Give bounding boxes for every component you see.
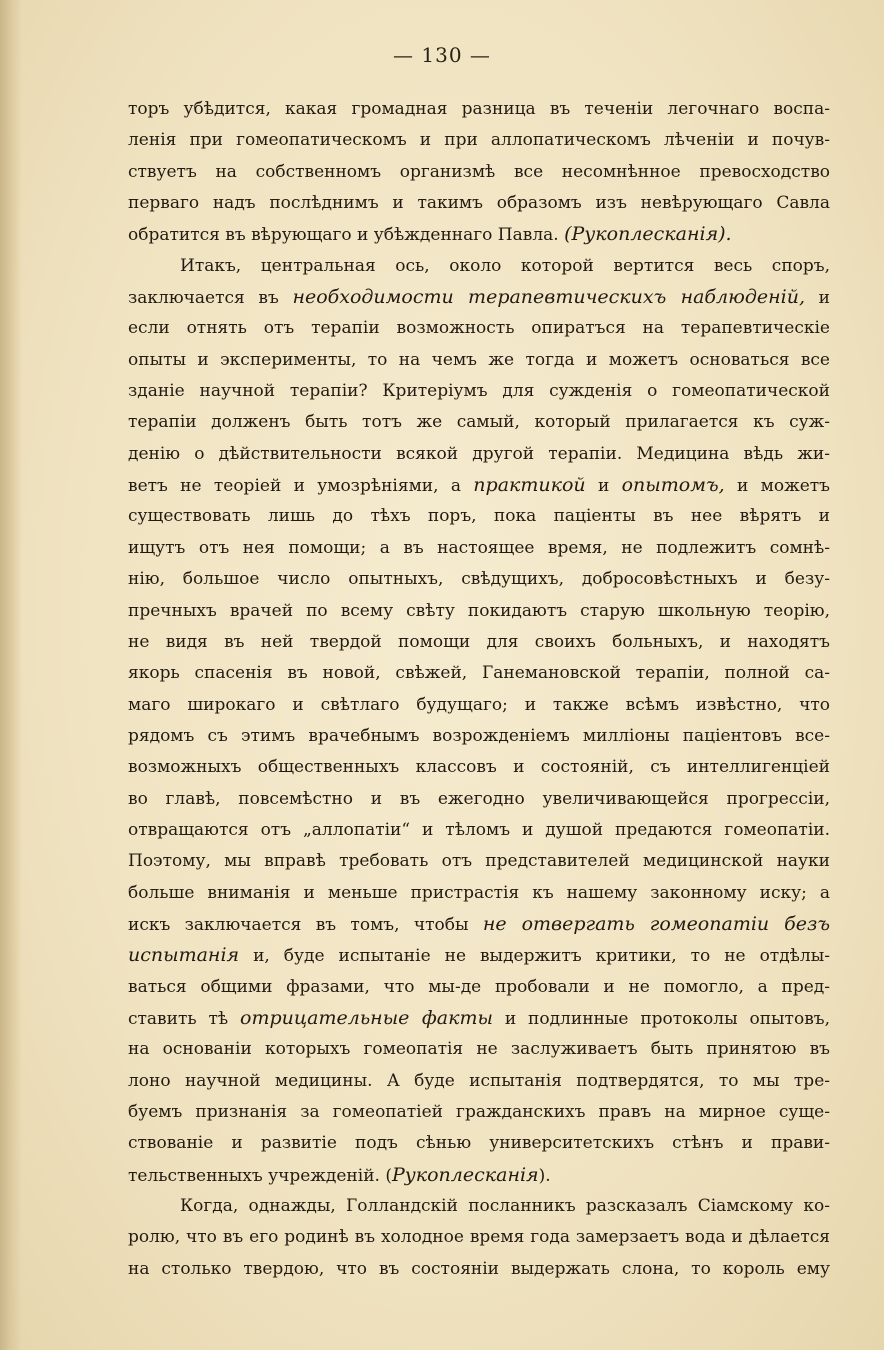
text-line <box>128 407 830 438</box>
text-line <box>128 94 830 125</box>
text-segment: заключается въ <box>128 288 293 309</box>
text-line <box>128 1160 830 1191</box>
text-segment: ищутъ отъ нея помощи; а въ настоящее время, не подлежитъ сомнѣ- <box>128 537 830 558</box>
text-segment: существовать лишь до тѣхъ поръ, пока паціенты въ нее вѣрятъ и <box>128 506 830 527</box>
emphasized-text: практикой <box>473 474 586 497</box>
text-segment: зданіе научной терапіи? Критеріумъ для сужденія о гомеопатической <box>128 381 830 402</box>
text-line <box>128 752 830 783</box>
text-line <box>128 564 830 595</box>
text-line <box>128 1128 830 1159</box>
emphasized-text: не отвергать гомеопатіи безъ <box>482 912 830 935</box>
body-text <box>128 94 830 1285</box>
text-line <box>128 376 830 407</box>
text-line <box>128 345 830 376</box>
text-segment: во главѣ, повсемѣстно и въ ежегодно увеличивающейся прогрессіи, <box>128 788 830 809</box>
text-segment: терапіи долженъ быть тотъ же самый, который прилагается къ суж- <box>128 412 830 433</box>
text-segment: если отнять отъ терапіи возможность опиратъся на терапевтическіе <box>128 318 830 339</box>
text-line <box>128 470 830 501</box>
text-line <box>128 815 830 846</box>
text-line <box>128 690 830 721</box>
text-segment: якорь спасенія въ новой, свѣжей, Ганемановской терапіи, полной са- <box>128 663 830 684</box>
text-segment: перваго надъ послѣднимъ и такимъ образомъ изъ невѣрующаго Савла <box>128 193 830 214</box>
text-line <box>128 721 830 752</box>
text-line <box>128 1066 830 1097</box>
text-segment: и <box>585 476 622 497</box>
text-segment: и, буде испытаніе не выдержитъ критики, то не отдѣлы- <box>239 946 830 967</box>
text-segment: не видя въ ней твердой помощи для своихъ больныхъ, и находятъ <box>128 631 830 652</box>
text-line <box>128 1034 830 1065</box>
emphasized-text: (Рукоплесканія). <box>564 223 732 246</box>
text-line <box>128 909 830 940</box>
text-segment: рядомъ съ этимъ врачебнымъ возрожденіемъ милліоны паціентовъ все- <box>128 725 830 746</box>
text-line <box>128 784 830 815</box>
text-line <box>128 596 830 627</box>
text-segment: больше вниманія и меньше пристрастія къ нашему законному иску; а <box>128 882 830 903</box>
text-line <box>128 1222 830 1253</box>
text-line <box>128 1097 830 1128</box>
text-line <box>128 219 830 250</box>
text-line <box>128 846 830 877</box>
text-line <box>128 627 830 658</box>
text-segment: и подлинные протоколы опытовъ, <box>492 1008 830 1029</box>
text-segment: ствованіе и развитіе подъ сѣнью университетскихъ стѣнъ и прави- <box>128 1133 830 1154</box>
text-line <box>128 972 830 1003</box>
text-line <box>128 188 830 219</box>
text-line <box>128 1191 830 1222</box>
text-segment: возможныхъ общественныхъ классовъ и состояній, съ интеллигенціей <box>128 757 830 778</box>
text-segment: торъ убѣдится, какая громадная разница въ теченіи легочнаго воспа- <box>128 99 830 119</box>
text-segment: денію о дѣйствительности всякой другой терапіи. Медицина вѣдь жи- <box>128 443 830 464</box>
text-segment: нію, большое число опытныхъ, свѣдущихъ, добросовѣстныхъ и безу- <box>128 569 830 590</box>
text-segment: ролю, что въ его родинѣ въ холодное время года замерзаетъ вода и дѣлается <box>128 1227 830 1248</box>
text-segment: ставить тѣ <box>128 1008 241 1029</box>
emphasized-text: опытомъ, <box>621 474 725 497</box>
text-segment: искъ заключается въ томъ, чтобы <box>128 914 483 935</box>
text-segment: на столько твердою, что въ состояніи выдержать слона, то король ему <box>128 1258 830 1279</box>
text-segment: пречныхъ врачей по всему свѣту покидаютъ старую школьную теорію, <box>128 600 830 621</box>
text-segment: ствуетъ на собственномъ организмѣ все несомнѣнное превосходство <box>128 161 830 182</box>
text-line <box>128 157 830 188</box>
text-line <box>128 1254 830 1285</box>
text-line <box>128 533 830 564</box>
text-segment: Поэтому, мы вправѣ требовать отъ представителей медицинской науки <box>128 851 830 872</box>
text-segment: и <box>805 288 830 309</box>
emphasized-text: Рукоплесканія <box>391 1163 539 1186</box>
text-segment: маго широкаго и свѣтлаго будущаго; и также всѣмъ извѣстно, что <box>128 694 830 715</box>
text-line <box>128 1003 830 1034</box>
text-segment: и можетъ <box>724 476 830 497</box>
text-line <box>128 878 830 909</box>
text-segment: отвращаются отъ „аллопатіи“ и тѣломъ и душой предаются гомеопатіи. <box>128 819 830 840</box>
emphasized-text: необходимости терапевтическихъ наблюденій, <box>292 286 805 309</box>
text-line <box>128 313 830 344</box>
text-segment: ваться общими фразами, что мы-де пробовали и не помогло, а пред- <box>128 976 830 997</box>
text-segment: буемъ признанія за гомеопатіей гражданскихъ правъ на мирное суще- <box>128 1102 830 1122</box>
text-segment: ленія при гомеопатическомъ и при аллопатическомъ лѣченіи и почув- <box>128 130 830 151</box>
page-number: — 130 — <box>393 43 491 67</box>
text-segment: лоно научной медицины. А буде испытанія подтвердятся, то мы тре- <box>128 1070 830 1091</box>
emphasized-text: испытанія <box>128 944 240 967</box>
text-line <box>128 251 830 282</box>
text-segment: тельственныхъ учрежденій. ( <box>128 1165 392 1186</box>
emphasized-text: отрицательные факты <box>240 1006 493 1029</box>
text-segment: Итакъ, центральная ось, около которой вертится весь споръ, <box>180 255 830 276</box>
text-line <box>128 940 830 971</box>
text-segment: ). <box>538 1165 551 1186</box>
text-line <box>128 125 830 156</box>
text-segment: Когда, однажды, Голландскій посланникъ разсказалъ Сіамскому ко- <box>180 1196 830 1217</box>
text-segment: опыты и эксперименты, то на чемъ же тогда и можетъ основаться все <box>128 349 830 370</box>
text-line <box>128 439 830 470</box>
text-segment: на основаніи которыхъ гомеопатія не заслуживаетъ быть принятою въ <box>128 1039 830 1060</box>
text-line <box>128 282 830 313</box>
text-line <box>128 658 830 689</box>
text-line <box>128 501 830 532</box>
text-segment: обратится въ вѣрующаго и убѣжденнаго Павла. <box>128 225 565 246</box>
text-segment: ветъ не теоріей и умозрѣніями, а <box>128 476 474 497</box>
page-spine-shadow <box>0 0 22 1350</box>
